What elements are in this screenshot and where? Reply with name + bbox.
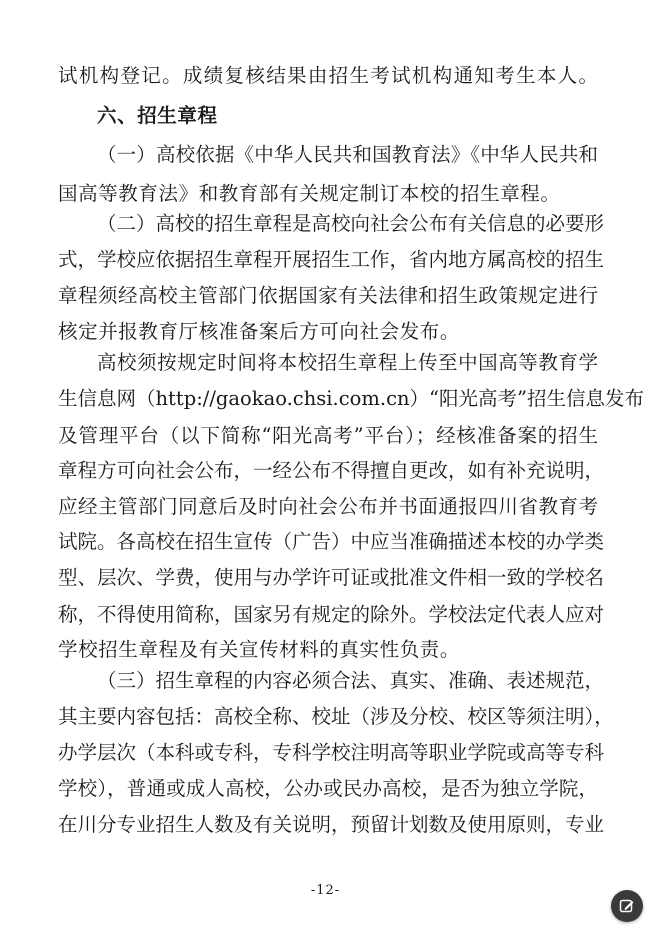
text-line-16: 称，不得使用简称，国家另有规定的除外。学校法定代表人应对 [58, 603, 605, 626]
text-line-14: 试院。各高校在招生宣传（广告）中应当准确描述本校的办学类 [58, 530, 605, 553]
text-line-18: （三）招生章程的内容必须合法、真实、准确、表述规范， [97, 669, 605, 692]
text-line-22: 在川分专业招生人数及有关说明，预留计划数及使用原则，专业 [58, 813, 605, 836]
text-line-7: 章程须经高校主管部门依据国家有关法律和招生政策规定进行 [58, 284, 598, 307]
text-line-21: 学校），普通或成人高校，公办或民办高校，是否为独立学院， [58, 777, 598, 800]
text-line-1: 试机构登记。成绩复核结果由招生考试机构通知考生本人。 [58, 64, 598, 87]
section-heading: 六、招生章程 [97, 104, 218, 127]
text-line-4: 国高等教育法》和教育部有关规定制订本校的招生章程。 [58, 182, 561, 205]
edit-note-icon [619, 898, 635, 914]
text-line-10: 生信息网（http://gaokao.chsi.com.cn）“阳光高考”招生信息发布 [58, 387, 644, 410]
text-line-17: 学校招生章程及有关宣传材料的真实性负责。 [58, 638, 461, 661]
text-line-20: 办学层次（本科或专科，专科学校注明高等职业学院或高等专科 [58, 741, 605, 764]
text-line-8: 核定并报教育厅核准备案后方可向社会发布。 [58, 320, 461, 343]
text-line-12: 章程方可向社会公布，一经公布不得擅自更改，如有补充说明， [58, 459, 605, 482]
page-number: -12- [310, 883, 341, 898]
text-line-3: （一）高校依据《中华人民共和国教育法》《中华人民共和 [97, 143, 598, 166]
text-line-15: 型、层次、学费，使用与办学许可证或批准文件相一致的学校名 [58, 566, 605, 589]
text-line-6: 式，学校应依据招生章程开展招生工作，省内地方属高校的招生 [58, 248, 605, 271]
text-line-9: 高校须按规定时间将本校招生章程上传至中国高等教育学 [97, 351, 598, 374]
text-line-5: （二）高校的招生章程是高校向社会公布有关信息的必要形 [97, 212, 605, 235]
text-line-13: 应经主管部门同意后及时向社会公布并书面通报四川省教育考 [58, 495, 598, 518]
text-line-11: 及管理平台（以下简称“阳光高考”平台）；经核准备案的招生 [58, 424, 598, 447]
text-line-19: 其主要内容包括：高校全称、校址（涉及分校、校区等须注明）， [58, 705, 614, 728]
floating-edit-button[interactable] [611, 890, 643, 922]
